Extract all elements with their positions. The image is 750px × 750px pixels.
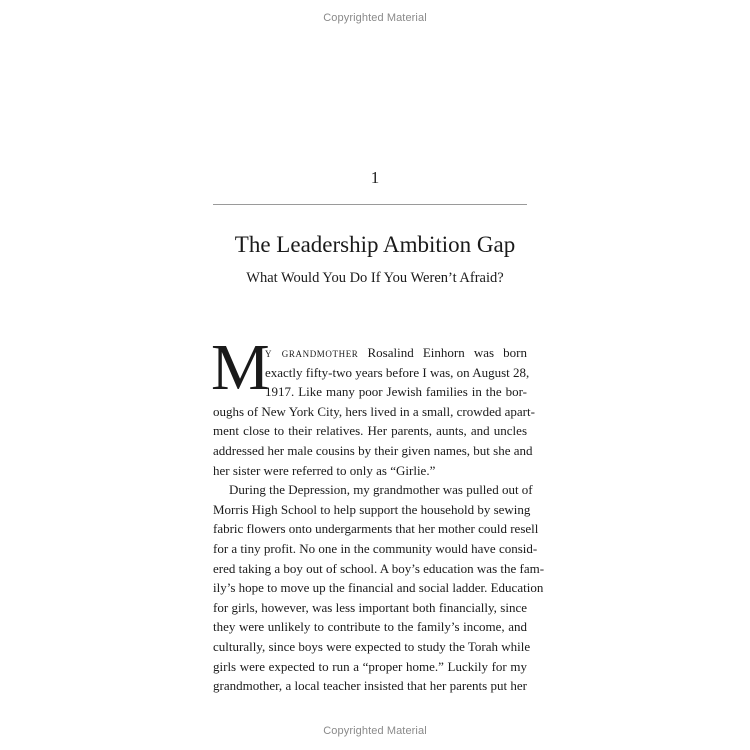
body-line <box>265 343 527 363</box>
body-line: ment close to their relatives. Her parents, aunts, and uncles <box>213 423 527 439</box>
opening-line-rest: Rosalind Einhorn was born <box>358 345 527 360</box>
drop-cap: M <box>211 331 270 404</box>
chapter-title: The Leadership Ambition Gap <box>234 232 516 257</box>
body-line: they were unlikely to contribute to the family’s income, and <box>213 619 527 635</box>
chapter-divider <box>213 204 527 205</box>
body-line: girls were expected to run a “proper home.” Luckily for my <box>213 658 527 674</box>
body-line: grandmother, a local teacher insisted that her parents put her <box>213 678 527 694</box>
body-line: her sister were referred to only as “Girlie.” <box>213 462 436 478</box>
chapter-number: 1 <box>370 168 380 187</box>
body-line: addressed her male cousins by their given names, but she and <box>213 442 533 458</box>
body-line: fabric flowers onto undergarments that her mother could resell <box>213 521 539 537</box>
copyright-watermark-top: Copyrighted Material <box>323 12 427 24</box>
body-line: Morris High School to help support the household by sewing <box>213 501 531 517</box>
body-line: ily’s hope to move up the financial and social ladder. Education <box>213 580 544 596</box>
body-line: oughs of New York City, hers lived in a small, crowded apart- <box>213 403 535 419</box>
chapter-subtitle: What Would You Do If You Weren’t Afraid? <box>246 270 504 286</box>
body-line: ered taking a boy out of school. A boy’s education was the fam- <box>213 560 545 576</box>
body-line: culturally, since boys were expected to study the Torah while <box>213 638 531 654</box>
body-line: 1917. Like many poor Jewish families in the bor- <box>265 384 527 400</box>
copyright-watermark-bottom: Copyrighted Material <box>323 725 427 737</box>
body-text <box>211 331 545 696</box>
body-line: for girls, however, was less important both financially, since <box>213 599 527 615</box>
opening-small-caps: y grandmother <box>265 345 359 360</box>
body-line: for a tiny profit. No one in the community would have consid- <box>213 540 538 556</box>
body-line: During the Depression, my grandmother was pulled out of <box>229 482 533 498</box>
body-line: exactly fifty-two years before I was, on August 28, <box>265 364 530 380</box>
